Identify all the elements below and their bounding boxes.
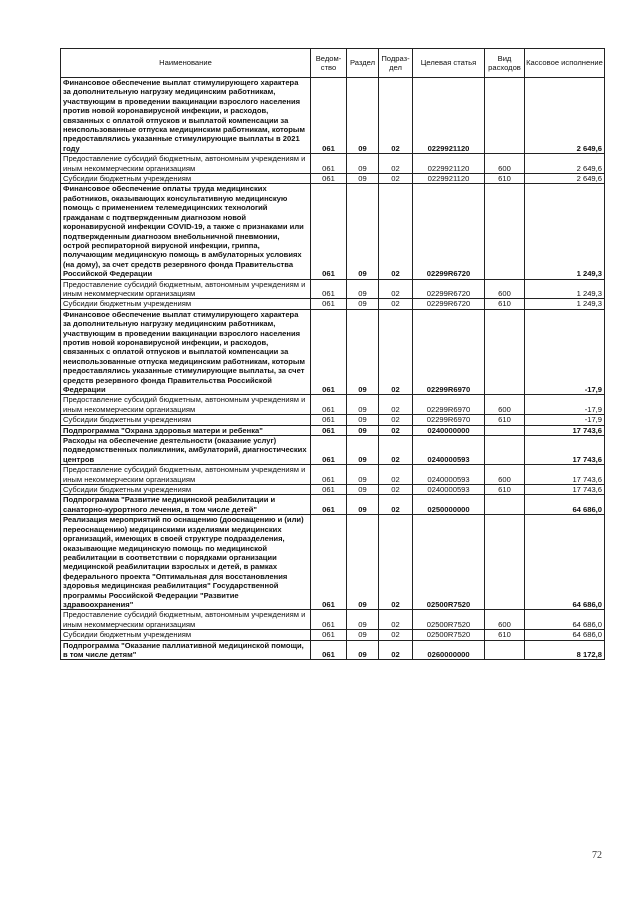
row-statya-cell: 0260000000 [413,640,485,660]
row-sum-cell: -17,9 [525,309,605,395]
table-row [61,309,605,395]
row-razdel-cell: 09 [347,630,379,640]
row-sum-cell: 1 249,3 [525,279,605,299]
row-razdel-cell: 09 [347,299,379,309]
row-podrazdel-cell: 02 [379,465,413,485]
budget-table-sheet [60,48,604,660]
row-vid-cell: 610 [485,415,525,425]
row-ved-cell: 061 [311,610,347,630]
row-podrazdel-cell: 02 [379,640,413,660]
row-razdel-cell: 09 [347,279,379,299]
row-razdel-cell: 09 [347,395,379,415]
table-row [61,436,605,465]
row-vid-cell: 600 [485,279,525,299]
row-razdel-cell: 09 [347,309,379,395]
row-sum-cell: 17 743,6 [525,485,605,495]
row-ved-cell: 061 [311,495,347,515]
row-podrazdel-cell: 02 [379,174,413,184]
table-header-row [61,49,605,78]
row-podrazdel-cell: 02 [379,515,413,610]
row-podrazdel-cell: 02 [379,309,413,395]
row-ved-cell: 061 [311,465,347,485]
row-name-cell: Подпрограмма "Оказание паллиативной медицинской помощи, в том числе детям" [61,640,311,660]
row-ved-cell: 061 [311,485,347,495]
row-name-cell: Подпрограмма "Охрана здоровья матери и ребенка" [61,425,311,435]
row-ved-cell: 061 [311,279,347,299]
row-statya-cell: 0240000000 [413,425,485,435]
row-vid-cell: 610 [485,630,525,640]
row-sum-cell: 2 649,6 [525,78,605,154]
row-name-cell: Субсидии бюджетным учреждениям [61,485,311,495]
row-ved-cell: 061 [311,415,347,425]
row-name-cell: Субсидии бюджетным учреждениям [61,630,311,640]
header-vid: Вид расходов [485,49,525,78]
row-statya-cell: 02299R6970 [413,395,485,415]
row-ved-cell: 061 [311,309,347,395]
row-razdel-cell: 09 [347,78,379,154]
row-statya-cell: 02299R6970 [413,309,485,395]
row-podrazdel-cell: 02 [379,415,413,425]
row-podrazdel-cell: 02 [379,78,413,154]
row-ved-cell: 061 [311,174,347,184]
header-statya: Целевая статья [413,49,485,78]
row-name-cell: Расходы на обеспечение деятельности (оказание услуг) подведомственных поликлиник, амбулаторий, диагностических центров [61,436,311,465]
row-sum-cell: 64 686,0 [525,515,605,610]
row-podrazdel-cell: 02 [379,395,413,415]
row-sum-cell: -17,9 [525,395,605,415]
row-sum-cell: 2 649,6 [525,174,605,184]
row-statya-cell: 0229921120 [413,174,485,184]
table-row [61,485,605,495]
row-sum-cell: 2 649,6 [525,154,605,174]
row-name-cell: Предоставление субсидий бюджетным, автономным учреждениям и иным некоммерческим организациям [61,279,311,299]
row-statya-cell: 0229921120 [413,78,485,154]
row-name-cell: Реализация мероприятий по оснащению (дооснащению и (или) переоснащению) медицинскими изделиями медицинских организаций, имеющих в своей структуре подразделения, оказывающие медицинскую помощь по медицинской реабилитации в соответствии с порядками организации медицинской реабилитации взрослых и детей, в рамках федерального проекта "Оптимальная для восстановления здоровья медицинская реабилитация" Государственной программы Российской Федерации "Развитие здравоохранения" [61,515,311,610]
row-name-cell: Субсидии бюджетным учреждениям [61,174,311,184]
row-name-cell: Субсидии бюджетным учреждениям [61,299,311,309]
row-statya-cell: 02299R6720 [413,299,485,309]
row-sum-cell: 17 743,6 [525,465,605,485]
row-sum-cell: 17 743,6 [525,425,605,435]
row-razdel-cell: 09 [347,174,379,184]
row-razdel-cell: 09 [347,425,379,435]
row-vid-cell: 600 [485,395,525,415]
row-podrazdel-cell: 02 [379,610,413,630]
row-statya-cell: 0229921120 [413,154,485,174]
row-name-cell: Финансовое обеспечение выплат стимулирующего характера за дополнительную нагрузку медицинским работникам, участвующим в проведении вакцинации взрослого населения против новой коронавирусной инфекции, и расходов, связанных с оплатой отпусков и выплатой компенсации за неиспользованные отпуска медицинским работникам, которым предоставлялись указанные стимулирующие выплаты в 2021 году [61,78,311,154]
row-ved-cell: 061 [311,630,347,640]
row-podrazdel-cell: 02 [379,184,413,279]
row-statya-cell: 02500R7520 [413,630,485,640]
row-name-cell: Предоставление субсидий бюджетным, автономным учреждениям и иным некоммерческим организациям [61,395,311,415]
row-vid-cell: 610 [485,485,525,495]
row-ved-cell: 061 [311,154,347,174]
row-sum-cell: 8 172,8 [525,640,605,660]
table-row [61,610,605,630]
row-vid-cell: 600 [485,154,525,174]
row-vid-cell: 600 [485,610,525,630]
table-row [61,465,605,485]
row-vid-cell [485,425,525,435]
row-statya-cell: 02500R7520 [413,515,485,610]
row-name-cell: Предоставление субсидий бюджетным, автономным учреждениям и иным некоммерческим организациям [61,465,311,485]
row-vid-cell: 610 [485,299,525,309]
table-row [61,395,605,415]
row-sum-cell: -17,9 [525,415,605,425]
row-razdel-cell: 09 [347,465,379,485]
row-ved-cell: 061 [311,436,347,465]
row-razdel-cell: 09 [347,184,379,279]
table-row [61,279,605,299]
row-sum-cell: 1 249,3 [525,299,605,309]
table-row [61,154,605,174]
row-vid-cell [485,78,525,154]
row-podrazdel-cell: 02 [379,436,413,465]
table-row [61,640,605,660]
row-razdel-cell: 09 [347,610,379,630]
table-row [61,184,605,279]
row-statya-cell: 0240000593 [413,465,485,485]
row-vid-cell [485,515,525,610]
row-vid-cell: 600 [485,465,525,485]
row-vid-cell [485,309,525,395]
row-vid-cell [485,436,525,465]
row-sum-cell: 17 743,6 [525,436,605,465]
row-statya-cell: 0240000593 [413,485,485,495]
row-name-cell: Финансовое обеспечение выплат стимулирующего характера за дополнительную нагрузку медицинским работникам, участвующим в проведении вакцинации взрослого населения против новой коронавирусной инфекции, и расходов, связанных с оплатой отпусков и выплатой компенсации за неиспользованные отпуска медицинским работникам, которым предоставлялись указанные стимулирующие выплаты, за счет средств резервного фонда Правительства Российской Федерации [61,309,311,395]
row-razdel-cell: 09 [347,415,379,425]
table-row [61,78,605,154]
table-row [61,174,605,184]
header-sum: Кассовое исполнение [525,49,605,78]
row-podrazdel-cell: 02 [379,630,413,640]
row-razdel-cell: 09 [347,436,379,465]
table-row [61,415,605,425]
header-ved: Ведом-ство [311,49,347,78]
row-statya-cell: 0240000593 [413,436,485,465]
row-ved-cell: 061 [311,425,347,435]
row-podrazdel-cell: 02 [379,279,413,299]
row-ved-cell: 061 [311,640,347,660]
row-name-cell: Предоставление субсидий бюджетным, автономным учреждениям и иным некоммерческим организациям [61,610,311,630]
row-statya-cell: 02299R6720 [413,184,485,279]
row-ved-cell: 061 [311,395,347,415]
table-row [61,515,605,610]
header-razdel: Раздел [347,49,379,78]
row-name-cell: Подпрограмма "Развитие медицинской реабилитации и санаторно-курортного лечения, в том числе детей" [61,495,311,515]
table-row [61,299,605,309]
row-sum-cell: 64 686,0 [525,495,605,515]
row-podrazdel-cell: 02 [379,299,413,309]
row-podrazdel-cell: 02 [379,485,413,495]
header-name: Наименование [61,49,311,78]
row-name-cell: Предоставление субсидий бюджетным, автономным учреждениям и иным некоммерческим организациям [61,154,311,174]
row-sum-cell: 1 249,3 [525,184,605,279]
row-podrazdel-cell: 02 [379,154,413,174]
budget-table [60,48,605,660]
row-statya-cell: 0250000000 [413,495,485,515]
row-name-cell: Субсидии бюджетным учреждениям [61,415,311,425]
row-statya-cell: 02500R7520 [413,610,485,630]
header-podrazdel: Подраз-дел [379,49,413,78]
row-ved-cell: 061 [311,299,347,309]
table-row [61,425,605,435]
table-row [61,630,605,640]
table-row [61,495,605,515]
table-body [61,78,605,660]
page-number: 72 [592,850,602,861]
row-statya-cell: 02299R6720 [413,279,485,299]
row-razdel-cell: 09 [347,515,379,610]
row-razdel-cell: 09 [347,485,379,495]
row-podrazdel-cell: 02 [379,425,413,435]
row-name-cell: Финансовое обеспечение оплаты труда медицинских работников, оказывающих консультативную медицинскую помощь с применением телемедицинских технологий гражданам с подтвержденным диагнозом новой коронавирусной инфекции COVID-19, а также с признаками или подтвержденным диагнозом внебольничной пневмонии, острой респираторной вирусной инфекции, гриппа, получающим медицинскую помощь в амбулаторных условиях (на дому), за счет средств резервного фонда Правительства Российской Федерации [61,184,311,279]
row-razdel-cell: 09 [347,495,379,515]
row-vid-cell [485,640,525,660]
row-ved-cell: 061 [311,515,347,610]
row-ved-cell: 061 [311,184,347,279]
row-razdel-cell: 09 [347,154,379,174]
row-statya-cell: 02299R6970 [413,415,485,425]
row-sum-cell: 64 686,0 [525,630,605,640]
row-razdel-cell: 09 [347,640,379,660]
row-podrazdel-cell: 02 [379,495,413,515]
row-vid-cell [485,495,525,515]
row-vid-cell: 610 [485,174,525,184]
row-ved-cell: 061 [311,78,347,154]
row-vid-cell [485,184,525,279]
row-sum-cell: 64 686,0 [525,610,605,630]
